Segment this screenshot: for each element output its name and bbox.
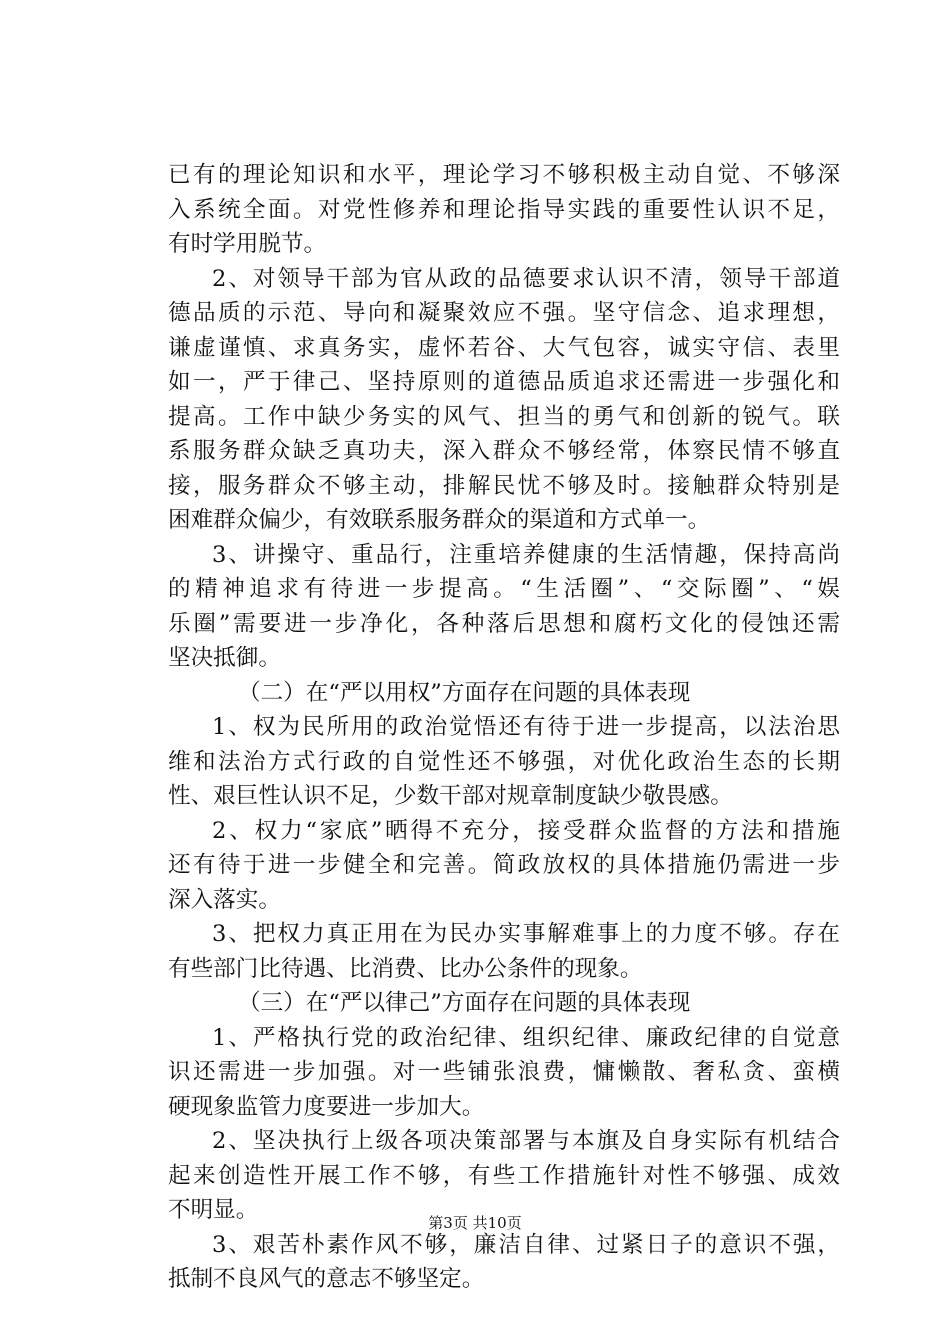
text-line: 抵制不良风气的意志不够坚定。 (168, 1266, 485, 1292)
text-line: 3、艰苦朴素作风不够，廉洁自律、过紧日子的意识不强， (212, 1231, 840, 1258)
text-line: 1、权为民所用的政治觉悟还有待于进一步提高，以法治思 (212, 714, 840, 740)
text-line: 已有的理论知识和水平，理论学习不够积极主动自觉、不够深 (168, 162, 840, 188)
page-footer (0, 1213, 950, 1233)
text-line: 2、坚决执行上级各项决策部署与本旗及自身实际有机结合 (212, 1128, 840, 1154)
text-line: 2、权力“家底”晒得不充分，接受群众监督的方法和措施 (212, 817, 840, 844)
section-heading: （三）在“严以律己”方面存在问题的具体表现 (238, 990, 691, 1016)
text-line: 系服务群众缺乏真功夫，深入群众不够经常，体察民情不够直 (168, 438, 840, 464)
text-line: 有时学用脱节。 (168, 231, 327, 257)
text-line: 还有待于进一步健全和完善。简政放权的具体措施仍需进一步 (168, 852, 840, 878)
text-line: 接，服务群众不够主动，排解民忧不够及时。接触群众特别是 (168, 472, 840, 499)
document-body (168, 158, 840, 1297)
text-line: 3、讲操守、重品行，注重培养健康的生活情趣，保持高尚 (212, 541, 840, 568)
text-line: 不明显。 (168, 1197, 259, 1223)
text-line: 提高。工作中缺少务实的风气、担当的勇气和创新的锐气。联 (168, 403, 840, 430)
text-line: 乐圈”需要进一步净化，各种落后思想和腐朽文化的侵蚀还需 (168, 610, 840, 637)
text-line: 入系统全面。对党性修养和理论指导实践的重要性认识不足， (168, 196, 840, 223)
text-line: 3、把权力真正用在为民办实事解难事上的力度不够。存在 (212, 921, 840, 947)
text-line: 谦虚谨慎、求真务实，虚怀若谷、大气包容，诚实守信、表里 (168, 334, 840, 361)
section-heading: （二）在“严以用权”方面存在问题的具体表现 (238, 679, 691, 706)
text-line: 起来创造性开展工作不够，有些工作措施针对性不够强、成效 (168, 1162, 840, 1189)
text-line: 坚决抵御。 (168, 645, 281, 671)
text-line: 维和法治方式行政的自觉性还不够强，对优化政治生态的长期 (168, 748, 840, 775)
text-line: 德品质的示范、导向和凝聚效应不强。坚守信念、追求理想， (168, 300, 840, 326)
text-line: 的精神追求有待进一步提高。“生活圈”、“交际圈”、“娱 (168, 576, 840, 602)
text-line: 硬现象监管力度要进一步加大。 (168, 1093, 485, 1120)
text-line: 如一，严于律己、坚持原则的道德品质追求还需进一步强化和 (168, 369, 840, 395)
text-line: 有些部门比待遇、比消费、比办公条件的现象。 (168, 955, 643, 982)
text-line: 深入落实。 (168, 886, 281, 913)
page-number: 第3页 共10页 (428, 1214, 522, 1232)
text-line: 1、严格执行党的政治纪律、组织纪律、廉政纪律的自觉意 (212, 1024, 840, 1051)
text-line: 性、艰巨性认识不足，少数干部对规章制度缺少敬畏感。 (168, 783, 733, 809)
text-line: 2、对领导干部为官从政的品德要求认识不清，领导干部道 (212, 265, 840, 292)
text-line: 识还需进一步加强。对一些铺张浪费，慵懒散、奢私贪、蛮横 (168, 1059, 840, 1085)
text-line: 困难群众偏少，有效联系服务群众的渠道和方式单一。 (168, 507, 711, 533)
